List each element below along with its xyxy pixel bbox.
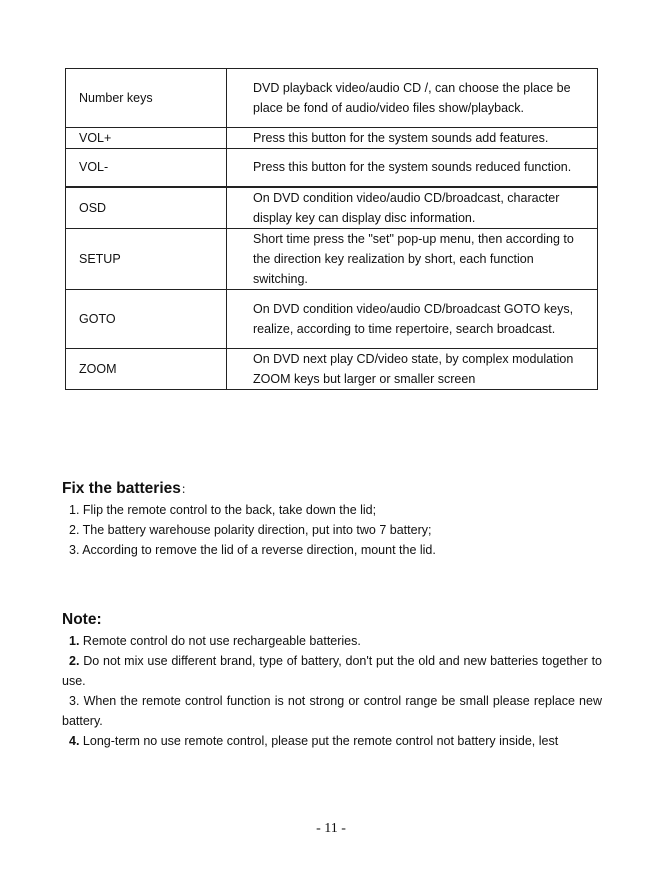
list-item [62,651,602,691]
key-name: VOL+ [66,128,227,149]
table-row [66,349,598,390]
section-heading [62,478,602,500]
key-name: GOTO [66,290,227,349]
item-text: Do not mix use different brand, type of battery, don't put the old and new batteries together to use. [62,654,602,688]
key-description: Press this button for the system sounds add features. [227,128,598,149]
key-name: SETUP [66,229,227,290]
list-item [62,731,602,751]
note-section [62,609,602,751]
item-text: When the remote control function is not strong or control range be small please replace new battery. [62,694,602,728]
table-row [66,187,598,229]
heading-colon: ： [180,482,193,496]
key-description: Press this button for the system sounds reduced function. [227,149,598,187]
table-row [66,229,598,290]
key-name: ZOOM [66,349,227,390]
fix-batteries-section [62,478,602,560]
key-description: On DVD next play CD/video state, by complex modulation ZOOM keys but larger or smaller screen [227,349,598,390]
remote-key-table [65,68,598,390]
key-name: VOL- [66,149,227,187]
key-description: On DVD condition video/audio CD/broadcast, character display key can display disc information. [227,187,598,229]
item-number: 4. [69,734,80,748]
list-item [62,631,602,651]
key-description: On DVD condition video/audio CD/broadcast GOTO keys, realize, according to time repertoire, search broadcast. [227,290,598,349]
list-item [62,691,602,731]
list-item: 3. According to remove the lid of a reverse direction, mount the lid. [69,543,436,557]
key-description: DVD playback video/audio CD /, can choose the place be place be fond of audio/video files show/playback. [227,69,598,128]
item-text: Long-term no use remote control, please put the remote control not battery inside, lest [79,734,559,748]
table-row [66,128,598,149]
heading-text: Fix the batteries [62,480,181,497]
page-number: - 11 - [316,821,346,836]
item-text: Remote control do not use rechargeable batteries. [79,634,361,648]
table-row [66,290,598,349]
item-number: 1. [69,634,80,648]
table-row [66,69,598,128]
list-item: 2. The battery warehouse polarity direction, put into two 7 battery; [69,523,432,537]
key-name: OSD [66,187,227,229]
table-row [66,149,598,187]
item-number: 2. [69,654,80,668]
section-heading: Note: [62,611,102,628]
list-item: 1. Flip the remote control to the back, take down the lid; [69,503,377,517]
item-number: 3. [69,694,80,708]
key-description: Short time press the "set" pop-up menu, then according to the direction key realization by short, each function switching. [227,229,598,290]
key-name: Number keys [66,69,227,128]
